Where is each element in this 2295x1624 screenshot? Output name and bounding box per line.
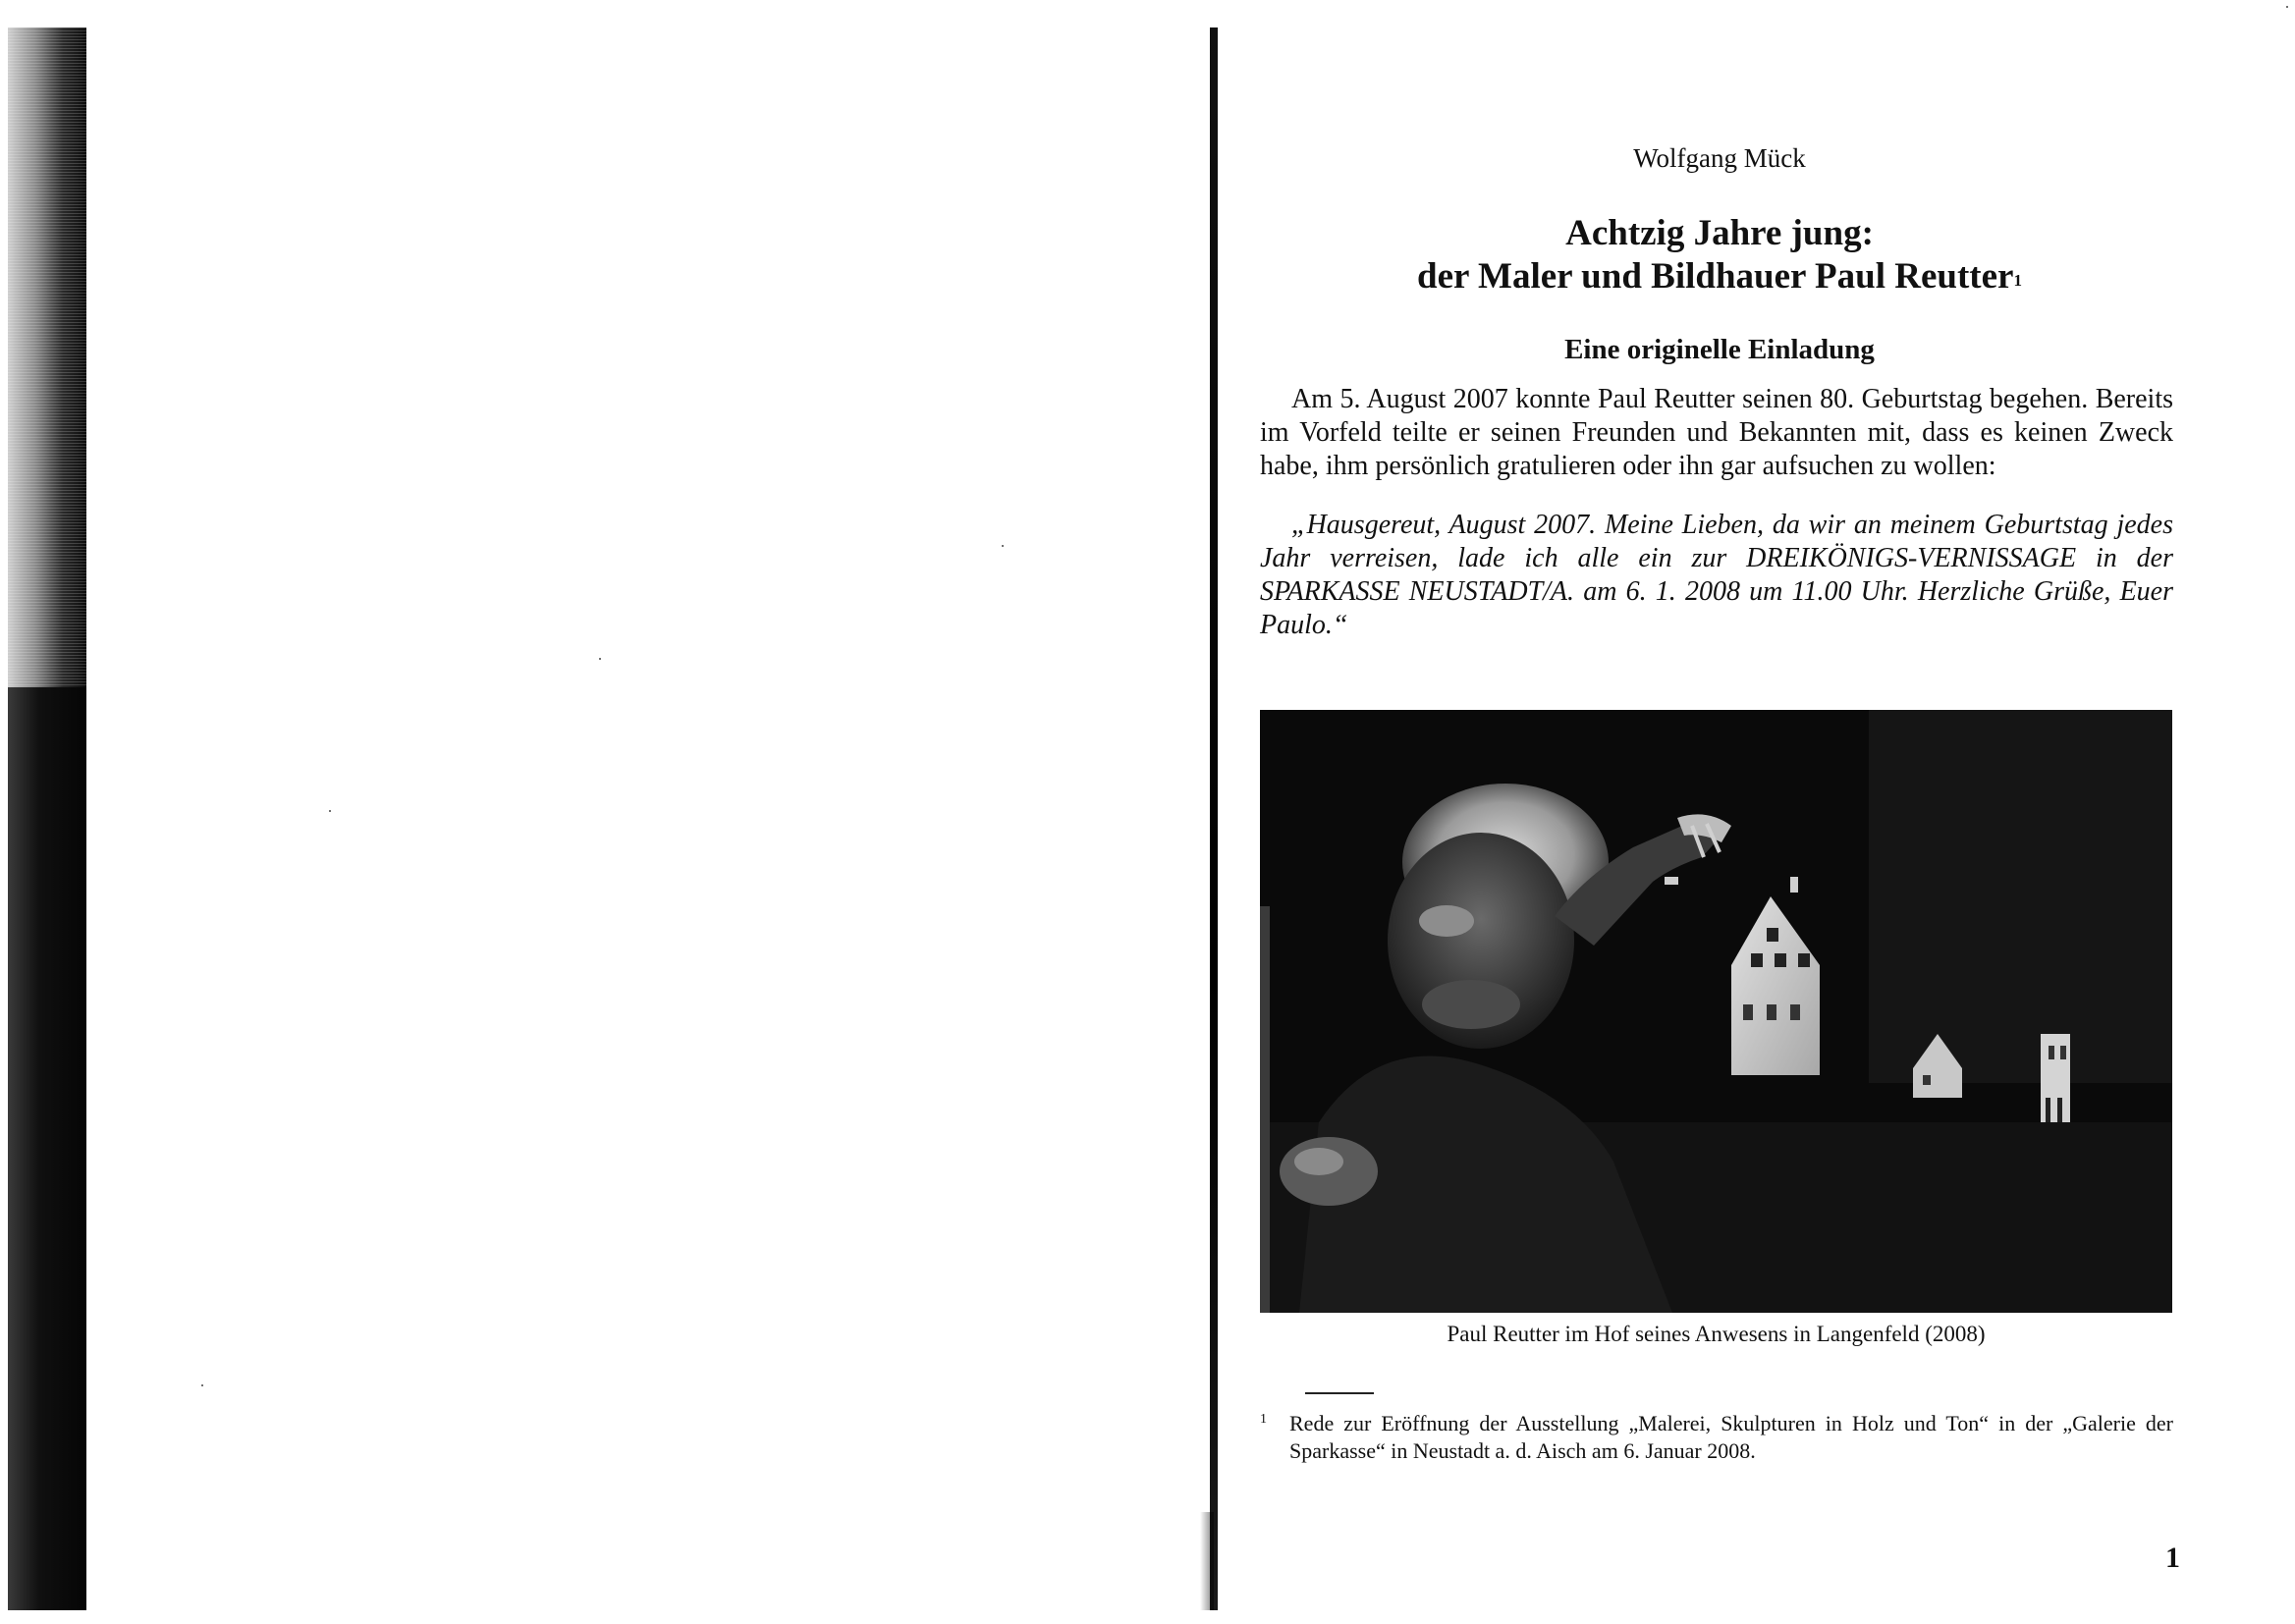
footnote-mark: 1: [1260, 1412, 1267, 1427]
scan-speck: [329, 810, 331, 812]
footnote: [1260, 1410, 2173, 1465]
scan-speck: [599, 658, 601, 660]
scan-speck: [2286, 6, 2288, 8]
title-footnote-mark: 1: [2013, 271, 2022, 290]
footnote-separator: [1305, 1392, 1374, 1394]
article-title-line-1: Achtzig Jahre jung:: [1565, 213, 1874, 253]
scan-speck: [201, 1384, 203, 1386]
article-title-line-2-text: der Maler und Bildhauer Paul Reutter: [1417, 256, 2014, 297]
article-title: [1263, 212, 2176, 298]
footnote-text: Rede zur Eröffnung der Ausstellung „Malerei, Skulpturen in Holz und Ton“ in der „Galerie der Sparkasse“ in Neustadt a. d. Aisch am 6. Januar 2008.: [1289, 1411, 2173, 1463]
book-gutter-shadow: [1200, 1512, 1214, 1610]
article-title-line-2: [1263, 255, 2176, 298]
invitation-quote: „Hausgereut, August 2007. Meine Lieben, da wir an meinem Geburtstag jedes Jahr verreisen, lade ich alle ein zur DREIKÖNIGS-VERNISSAGE in der SPARKASSE NEUSTADT/A. am 6. 1. 2008 um 11.00 Uhr. Herzliche Grüße, Euer Paulo.“: [1260, 510, 2173, 640]
article-author: Wolfgang Mück: [1633, 143, 1806, 173]
book-gutter: [1210, 27, 1218, 1610]
section-heading: Eine originelle Einladung: [1564, 334, 1875, 365]
page-number: 1: [2165, 1542, 2180, 1574]
photo-paul-reutter: [1260, 710, 2172, 1313]
scan-speck: [1002, 545, 1004, 547]
photo-illustration: [1260, 710, 2172, 1313]
left-page-scan-edge-shadow: [8, 687, 86, 1610]
intro-paragraph: Am 5. August 2007 konnte Paul Reutter seinen 80. Geburtstag begehen. Bereits im Vorfeld teilte er seinen Freunden und Bekannten mit, dass es keinen Zweck habe, ihm persönlich gratulieren oder ihn gar aufsuchen zu wollen:: [1260, 384, 2173, 481]
photo-caption: Paul Reutter im Hof seines Anwesens in Langenfeld (2008): [1447, 1322, 1986, 1346]
